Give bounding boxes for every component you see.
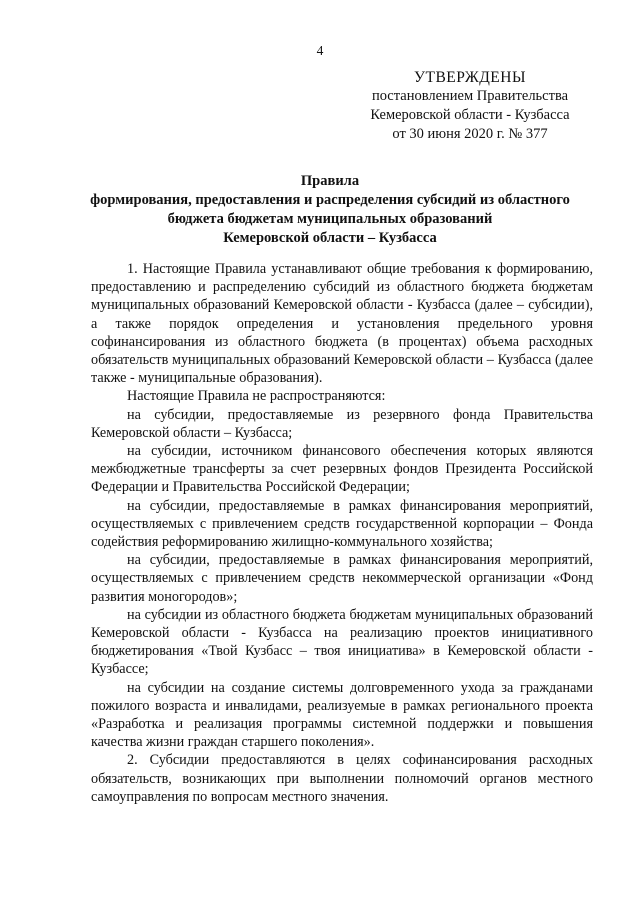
approval-line-2: Кемеровской области - Кузбасса (370, 107, 570, 123)
title-line-1: Правила (300, 173, 360, 189)
document-title (80, 172, 580, 248)
paragraph-9: 2. Субсидии предоставляются в целях софинансирования расходных обязательств, возникающих при выполнении полномочий органов местного самоуправления по вопросам местного значения. (91, 752, 593, 805)
paragraph-2: Настоящие Правила не распространяются: (127, 388, 386, 405)
title-line-2: формирования, предоставления и распределения субсидий из областного (90, 192, 570, 208)
paragraph-4: на субсидии, источником финансового обеспечения которых являются межбюджетные трансферты за счет резервных фондов Президента Российской Федерации и Правительства Российской Федерации; (91, 443, 593, 496)
title-line-4: Кемеровской области – Кузбасса (223, 230, 437, 246)
paragraph-6: на субсидии, предоставляемые в рамках финансирования мероприятий, осуществляемых с привлечением средств некоммерческой организации «Фонд развития моногородов»; (91, 552, 593, 605)
paragraph-8: на субсидии на создание системы долговременного ухода за гражданами пожилого возраста и инвалидами, реализуемые в рамках регионального проекта «Разработка и реализация программы системной поддержки и повышения качества жизни граждан старшего поколения». (91, 679, 593, 751)
approval-stamp (360, 68, 580, 144)
approval-line-3: от 30 июня 2020 г. № 377 (392, 126, 548, 142)
document-body (91, 260, 593, 806)
approval-line-1: постановлением Правительства (371, 88, 569, 104)
paragraph-1: 1. Настоящие Правила устанавливают общие требования к формированию, предоставлению и распределению субсидий из областного бюджета бюджетам муниципальных образований Кемеровской области - Кузбасса (далее – субсидии), а также порядок определения и установления предельного уровня софинансирования из областного бюджета (в процентах) объема расходных обязательств муниципальных образований Кемеровской области – Кузбасса (далее также - муниципальные образования). (91, 261, 593, 387)
paragraph-7: на субсидии из областного бюджета бюджетам муниципальных образований Кемеровской области - Кузбасса на реализацию проектов инициативного бюджетирования «Твой Кузбасс – твоя инициатива» в Кемеровской области - Кузбассе; (91, 606, 593, 678)
page-number: 4 (316, 43, 324, 58)
paragraph-5: на субсидии, предоставляемые в рамках финансирования мероприятий, осуществляемых с привлечением средств государственной корпорации – Фонда содействия реформированию жилищно-коммунального хозяйства; (91, 497, 593, 551)
approval-title: УТВЕРЖДЕНЫ (414, 69, 526, 86)
paragraph-3: на субсидии, предоставляемые из резервного фонда Правительства Кемеровской области – Кузбасса; (91, 406, 593, 441)
title-line-3: бюджета бюджетам муниципальных образований (167, 211, 493, 227)
